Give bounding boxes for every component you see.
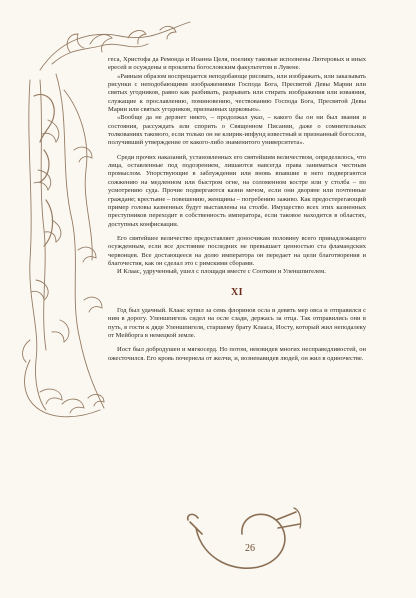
- page-number: 26: [245, 543, 255, 554]
- chapter-heading: XI: [230, 286, 244, 298]
- body-text: [108, 56, 366, 363]
- paragraph: Год был удачный. Клаас купил за семь флоринов осла и девять мер овса и отправился с ним в дорогу. Уленшпигель сидел на осле сзади, держась за отца. Так отправились они в путь, в гости к дяде Уленшпигеля, старшему брату Клааса, Иосту, который жил неподалеку от Мейборга в немецкой земле.: [108, 306, 366, 339]
- paragraph: И Клаас, удрученный, ушел с площади вместе с Сооткин и Уленшпигелем.: [117, 268, 326, 276]
- paragraph: геса, Христофа да Ремонда и Иоанна Целя, поелику таковые исполнены Лютеровых и иных ересей и осуждены и прокляты богословским факультетом в Лувене.: [108, 56, 366, 72]
- paragraph: Среди прочих наказаний, установленных его святейшим величеством, определялось, что лица, оставленные под подозрением, лишаются навсегда права заниматься честным промыслом. Упорствующие в заблуждении или вновь впавшие в него подвергаются сожжению на медленном или быстром огне, на соломенном костре или у столба – по усмотрению суда. Прочие подвергаются казни мечом, если они дворяне или почтенные граждане; крестьяне – повешению, женщины – погребению заживо. Как предостерегающий пример головы казненных будут выставлены на столбе. Имущество всех этих казненных преступников переходит в собственность императора, если таковое находится в областях, доступных конфискации.: [108, 153, 366, 228]
- paragraph: «Вообще да не дерзнет никто, – продолжал указ, – какого бы он ни был звания и состояния, рассуждать или спорить о Священном Писании, даже о сомнительных толкованиях такового, если только он не клирик-ипфунд известный и признанный богослов, получивший утверждение от какого-либо знаменитого университета».: [108, 114, 367, 147]
- paragraph: Иост был добродушен и мягкосерд. Но потом, невзвидев многих несправедливостей, он ожесточился. Его кровь почернела от желчи, и, возненавидев людей, он жил в одиночестве.: [108, 346, 366, 362]
- horn-ornament: [188, 508, 301, 568]
- paragraph: «Равным образом воспрещается неподобающе рисовать, или изображать, или заказывать рисунки с неподобающими изображениями Господа Бога, Пресвятой Девы Марии или святых угодников, равно как разбивать, разрывать или стирать изображения или изваяния, служащие к прославлению, поминовению, чествованию Господа Бога, Пресвятой Девы Марии или святых угодников, признанных церковью».: [108, 72, 366, 114]
- paragraph: Его святейшее величество предоставляет доносчикам половину всего принадлежащего осужденным, если все достояние последних не превышает ценностью ста фламандских червонцев. Все достающееся на долю императора он передает на цели благотворения и благочестия, как он сделал это с римскими сборами.: [108, 234, 366, 267]
